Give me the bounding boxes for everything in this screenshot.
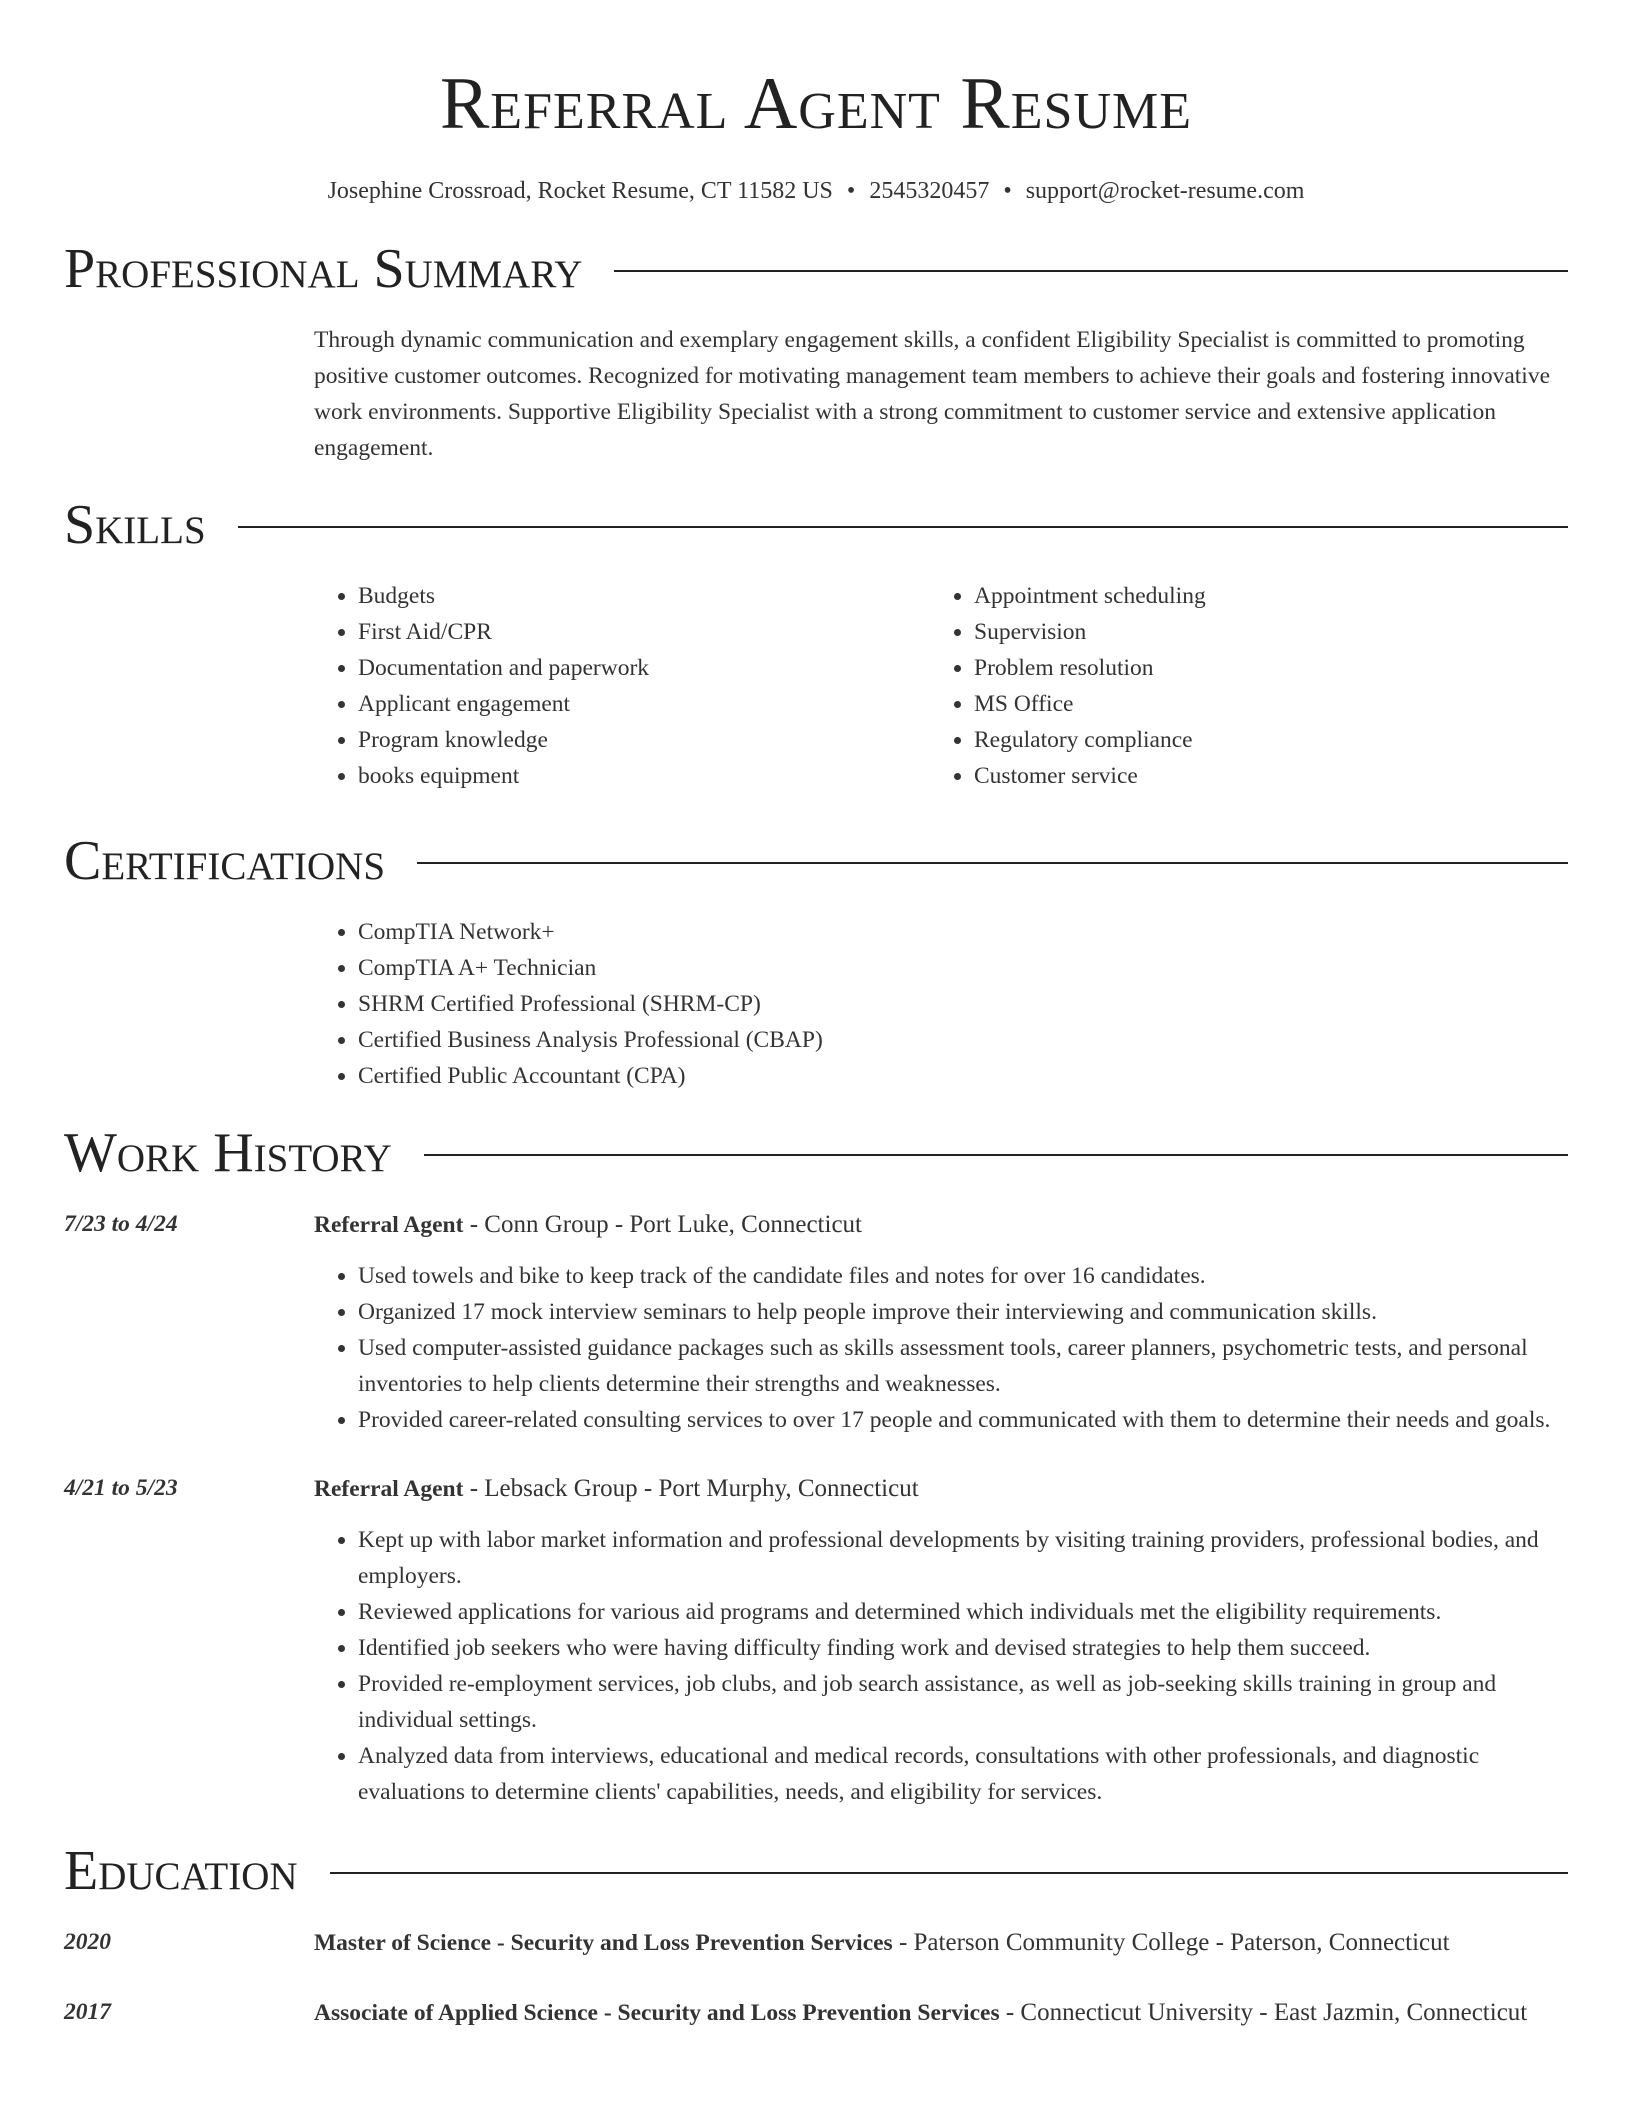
education-degree: Associate of Applied Science - Security and Loss Prevention Services [314, 2000, 1000, 2026]
skill-item: • Supervision [974, 614, 1546, 650]
summary-body [314, 322, 1568, 466]
skill-item: • Documentation and paperwork [358, 650, 930, 686]
job-title: Referral Agent [314, 1212, 464, 1238]
section-divider [614, 270, 1568, 272]
contact-line [64, 176, 1568, 206]
certifications-header [64, 830, 1568, 892]
skill-item: • Appointment scheduling [974, 578, 1546, 614]
section-divider [238, 526, 1568, 528]
section-divider [417, 862, 1568, 864]
education-school-location: - Paterson Community College - Paterson, Connecticut [892, 1929, 1450, 1956]
job-entry [64, 1206, 1568, 1438]
education-year: 2020 [64, 1929, 111, 1955]
section-divider [424, 1154, 1568, 1156]
certifications-section [64, 830, 1568, 1094]
education-degree: Master of Science - Security and Loss Prevention Services [314, 1930, 893, 1956]
work-history-heading: Work History [64, 1122, 392, 1184]
contact-phone: 2545320457 [869, 178, 990, 204]
certifications-body [314, 914, 1568, 1094]
work-history-section [64, 1122, 1568, 1810]
skills-column-right [930, 578, 1546, 794]
certification-item: • SHRM Certified Professional (SHRM-CP) [358, 986, 1568, 1022]
skill-item: • Customer service [974, 758, 1546, 794]
education-entry [64, 1994, 1568, 2032]
summary-header [64, 238, 1568, 300]
contact-separator: • [846, 178, 856, 204]
skills-list-left [314, 578, 930, 794]
skills-heading: Skills [64, 494, 206, 556]
education-year: 2017 [64, 1999, 111, 2025]
education-section [64, 1840, 1568, 2032]
skills-section [64, 494, 1568, 794]
job-bullet: • Organized 17 mock interview seminars to help people improve their interviewing and communication skills. [358, 1294, 1568, 1330]
certification-item: • Certified Business Analysis Professional (CBAP) [358, 1022, 1568, 1058]
job-bullet: • Analyzed data from interviews, educational and medical records, consultations with other professionals, and diagnostic evaluations to determine clients' capabilities, needs, and eligibility for services. [358, 1738, 1568, 1810]
certification-item: • Certified Public Accountant (CPA) [358, 1058, 1568, 1094]
skill-item: • Budgets [358, 578, 930, 614]
summary-heading: Professional Summary [64, 238, 583, 300]
certifications-list [314, 914, 1568, 1094]
job-details [314, 1206, 1568, 1438]
job-bullet: • Used towels and bike to keep track of the candidate files and notes for over 16 candidates. [358, 1258, 1568, 1294]
job-heading [314, 1470, 1568, 1508]
job-bullet: • Used computer-assisted guidance packages such as skills assessment tools, career planners, psychometric tests, and personal inventories to help clients determine their strengths and weaknesses. [358, 1330, 1568, 1402]
job-entry [64, 1470, 1568, 1810]
skill-item: • First Aid/CPR [358, 614, 930, 650]
job-company-location: - Conn Group - Port Luke, Connecticut [463, 1211, 862, 1238]
job-dates: 4/21 to 5/23 [64, 1475, 178, 1501]
section-divider [330, 1872, 1568, 1874]
education-header [64, 1840, 1568, 1902]
skill-item: • Regulatory compliance [974, 722, 1546, 758]
certifications-heading: Certifications [64, 830, 386, 892]
summary-text: Through dynamic communication and exemplary engagement skills, a confident Eligibility Specialist is committed to promoting positive customer outcomes. Recognized for motivating management team members to achieve their goals and fostering innovative work environments. Supportive Eligibility Specialist with a strong commitment to customer service and extensive application engagement. [314, 327, 1550, 461]
skills-body [314, 578, 1568, 794]
skills-column-left [314, 578, 930, 794]
certification-item: • CompTIA A+ Technician [358, 950, 1568, 986]
contact-separator: • [1003, 178, 1012, 204]
job-bullet: • Reviewed applications for various aid programs and determined which individuals met the eligibility requirements. [358, 1594, 1568, 1630]
job-company-location: - Lebsack Group - Port Murphy, Connecticut [463, 1475, 919, 1502]
job-details [314, 1470, 1568, 1810]
skill-item: • Program knowledge [358, 722, 930, 758]
contact-email: support@rocket-resume.com [1025, 178, 1305, 204]
job-bullets [314, 1522, 1568, 1810]
job-bullet: • Provided re-employment services, job clubs, and job search assistance, as well as job-seeking skills training in group and individual settings. [358, 1666, 1568, 1738]
education-heading: Education [64, 1840, 298, 1902]
skill-item: • books equipment [358, 758, 930, 794]
certification-item: • CompTIA Network+ [358, 914, 1568, 950]
skill-item: • Applicant engagement [358, 686, 930, 722]
resume-title: Referral Agent Resume [439, 63, 1193, 145]
skills-header [64, 494, 1568, 556]
education-entry [64, 1924, 1568, 1962]
job-bullet: • Identified job seekers who were having difficulty finding work and devised strategies to help them succeed. [358, 1630, 1568, 1666]
skills-list-right [930, 578, 1546, 794]
education-details [314, 1924, 1568, 1962]
skill-item: • Problem resolution [974, 650, 1546, 686]
skill-item: • MS Office [974, 686, 1546, 722]
job-bullet: • Provided career-related consulting services to over 17 people and communicated with them to determine their needs and goals. [358, 1402, 1568, 1438]
job-bullets [314, 1258, 1568, 1438]
education-details [314, 1994, 1568, 2032]
contact-address: Josephine Crossroad, Rocket Resume, CT 11582 US [327, 178, 833, 204]
job-title: Referral Agent [314, 1476, 464, 1502]
job-heading [314, 1206, 1568, 1244]
education-school-location: - Connecticut University - East Jazmin, Connecticut [999, 1999, 1528, 2026]
summary-section [64, 238, 1568, 466]
job-dates: 7/23 to 4/24 [64, 1211, 178, 1237]
work-history-header [64, 1122, 1568, 1184]
job-bullet: • Kept up with labor market information and professional developments by visiting training providers, professional bodies, and employers. [358, 1522, 1568, 1594]
